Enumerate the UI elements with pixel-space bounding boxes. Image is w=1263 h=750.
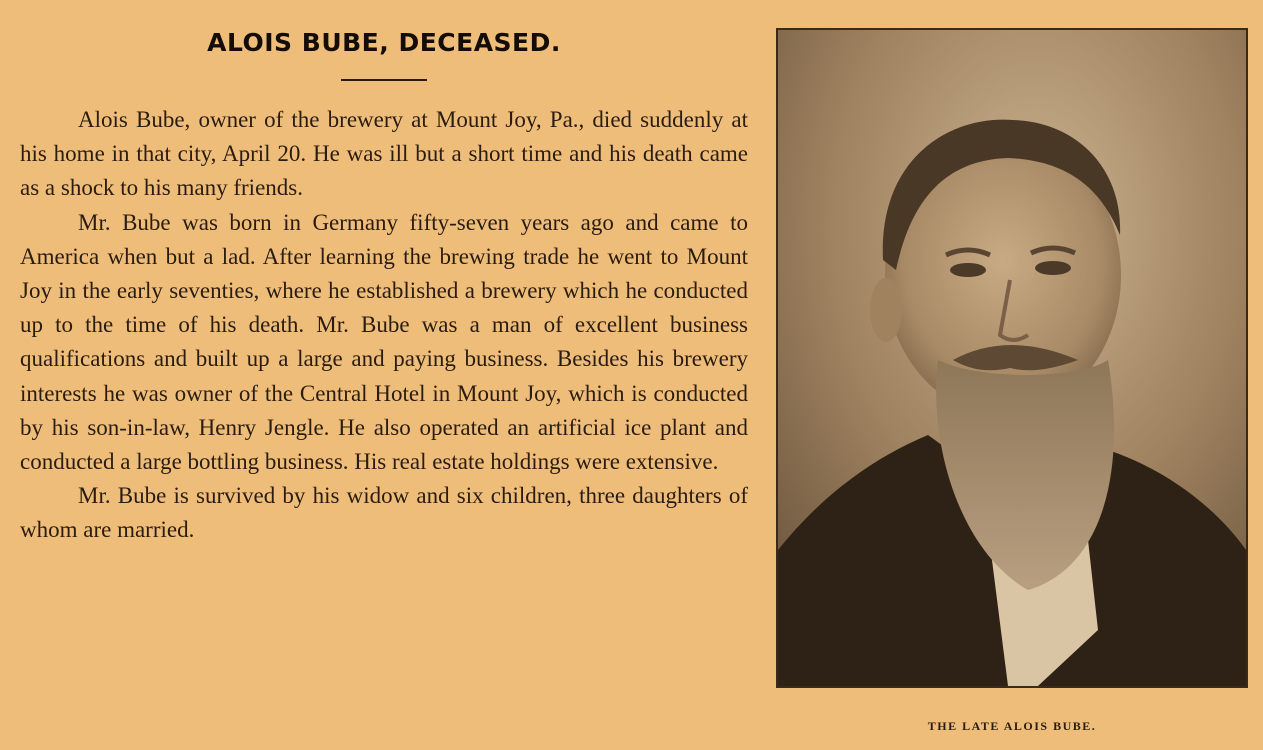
article-headline: ALOIS BUBE, DECEASED.	[207, 28, 561, 57]
obituary-article	[20, 18, 748, 738]
portrait-photo	[776, 28, 1248, 688]
article-body	[20, 103, 748, 548]
photo-caption: THE LATE ALOIS BUBE.	[927, 719, 1097, 733]
paragraph-3: Mr. Bube is survived by his widow and six children, three daughters of whom are married.	[20, 483, 748, 543]
headline-divider	[341, 79, 427, 81]
paragraph-2: Mr. Bube was born in Germany fifty-seven years ago and came to America when but a lad. After learning the brewing trade he went to Mount Joy in the early seventies, where he established a brewery which he conducted up to the time of his death. Mr. Bube was a man of excellent business qualifications and built up a large and paying business. Besides his brewery interests he was owner of the Central Hotel in Mount Joy, which is conducted by his son-in-law, Henry Jengle. He also operated an artificial ice plant and conducted a large bottling business. His real estate holdings were extensive.	[20, 209, 748, 475]
paragraph-1: Alois Bube, owner of the brewery at Mount Joy, Pa., died suddenly at his home in that city, April 20. He was ill but a short time and his death came as a shock to his many friends.	[20, 107, 748, 201]
portrait-illustration	[778, 30, 1246, 686]
